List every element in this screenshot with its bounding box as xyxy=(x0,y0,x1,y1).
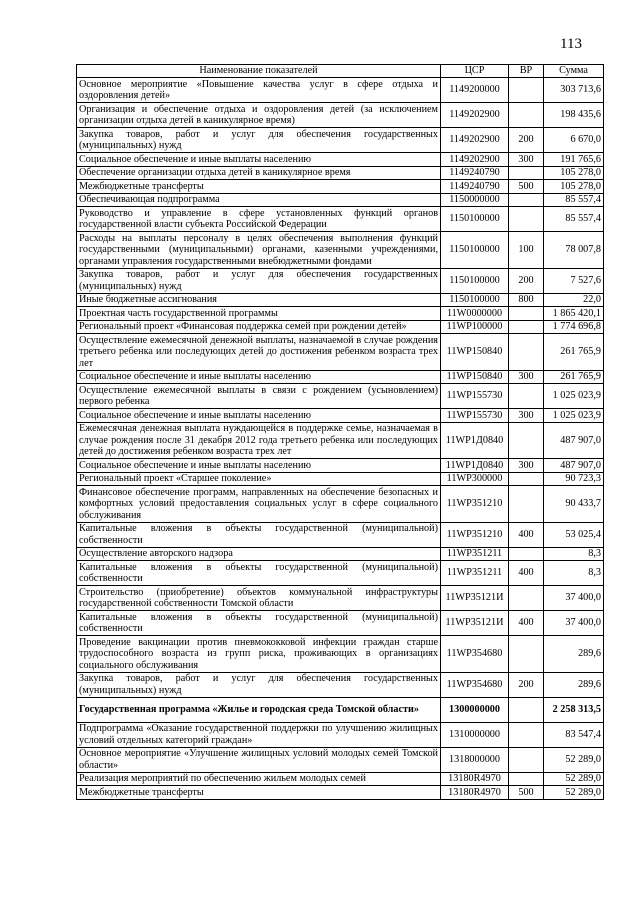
table-row xyxy=(77,103,604,128)
cell-csr: 1310000000 xyxy=(441,722,509,747)
cell-vr xyxy=(509,334,544,371)
cell-name: Закупка товаров, работ и услуг для обеспечения государственных (муниципальных) нужд xyxy=(77,128,441,153)
table-row xyxy=(77,422,604,459)
table-row xyxy=(77,672,604,697)
table-row xyxy=(77,547,604,561)
cell-name: Ежемесячная денежная выплата нуждающейся в поддержке семье, назначаемая в случае рождения после 31 декабря 2012 года третьего ребенка или последующих детей до достижения ребенком возраста трех лет xyxy=(77,422,441,459)
cell-vr xyxy=(509,320,544,334)
cell-sum: 22,0 xyxy=(544,293,604,307)
cell-vr: 200 xyxy=(509,268,544,293)
cell-csr: 11WP354680 xyxy=(441,636,509,673)
cell-name: Обеспечение организации отдыха детей в каникулярное время xyxy=(77,166,441,180)
cell-csr: 11WP155730 xyxy=(441,384,509,409)
cell-name: Основное мероприятие «Улучшение жилищных условий молодых семей Томской области» xyxy=(77,747,441,772)
table-row xyxy=(77,409,604,423)
cell-name: Организация и обеспечение отдыха и оздоровления детей (за исключением организации отдыха детей в каникулярное время) xyxy=(77,103,441,128)
cell-vr: 500 xyxy=(509,180,544,194)
cell-sum: 191 765,6 xyxy=(544,153,604,167)
cell-csr: 1150100000 xyxy=(441,268,509,293)
cell-csr: 1149200000 xyxy=(441,78,509,103)
cell-name: Руководство и управление в сфере установленных функций органов государственной власти субъекта Российской Федерации xyxy=(77,207,441,232)
cell-vr xyxy=(509,772,544,786)
cell-sum: 52 289,0 xyxy=(544,747,604,772)
cell-csr: 1318000000 xyxy=(441,747,509,772)
table-row xyxy=(77,772,604,786)
cell-name: Социальное обеспечение и иные выплаты населению xyxy=(77,370,441,384)
cell-vr xyxy=(509,193,544,207)
cell-vr xyxy=(509,586,544,611)
cell-name: Основное мероприятие «Повышение качества услуг в сфере отдыха и оздоровления детей» xyxy=(77,78,441,103)
table-row xyxy=(77,307,604,321)
cell-vr: 300 xyxy=(509,409,544,423)
cell-csr: 11WP354680 xyxy=(441,672,509,697)
cell-name: Капитальные вложения в объекты государственной (муниципальной) собственности xyxy=(77,522,441,547)
cell-csr: 11WP351211 xyxy=(441,561,509,586)
table-row xyxy=(77,747,604,772)
table-row xyxy=(77,193,604,207)
table-row xyxy=(77,722,604,747)
cell-vr xyxy=(509,486,544,523)
cell-name: Социальное обеспечение и иные выплаты населению xyxy=(77,153,441,167)
cell-sum: 289,6 xyxy=(544,636,604,673)
cell-name: Расходы на выплаты персоналу в целях обеспечения выполнения функций государственными (муниципальными) органами, казенными учреждениями, органами управления государственными внебюджетными фондами xyxy=(77,232,441,269)
cell-name: Региональный проект «Старшее поколение» xyxy=(77,472,441,486)
cell-vr: 800 xyxy=(509,293,544,307)
cell-vr: 400 xyxy=(509,561,544,586)
table-row xyxy=(77,78,604,103)
page-number: 113 xyxy=(560,36,582,52)
cell-vr xyxy=(509,78,544,103)
header-sum: Сумма xyxy=(544,65,604,78)
cell-name: Обеспечивающая подпрограмма xyxy=(77,193,441,207)
cell-sum: 37 400,0 xyxy=(544,586,604,611)
cell-sum: 261 765,9 xyxy=(544,334,604,371)
cell-sum: 1 025 023,9 xyxy=(544,409,604,423)
table-row xyxy=(77,586,604,611)
cell-csr: 11W0000000 xyxy=(441,307,509,321)
cell-vr: 400 xyxy=(509,522,544,547)
cell-vr: 300 xyxy=(509,459,544,473)
table-row xyxy=(77,522,604,547)
cell-name: Осуществление ежемесячной выплаты в связи с рождением (усыновлением) первого ребенка xyxy=(77,384,441,409)
cell-sum: 1 865 420,1 xyxy=(544,307,604,321)
cell-name: Закупка товаров, работ и услуг для обеспечения государственных (муниципальных) нужд xyxy=(77,672,441,697)
cell-name: Осуществление ежемесячной денежной выплаты, назначаемой в случае рождения третьего ребенка или последующих детей до достижения ребенком возраста трех лет xyxy=(77,334,441,371)
cell-sum: 90 433,7 xyxy=(544,486,604,523)
cell-csr: 11WP150840 xyxy=(441,370,509,384)
cell-name: Капитальные вложения в объекты государственной (муниципальной) собственности xyxy=(77,561,441,586)
cell-name: Капитальные вложения в объекты государственной (муниципальной) собственности xyxy=(77,611,441,636)
cell-sum: 1 774 696,8 xyxy=(544,320,604,334)
cell-name: Проектная часть государственной программы xyxy=(77,307,441,321)
cell-vr: 300 xyxy=(509,153,544,167)
cell-vr: 300 xyxy=(509,370,544,384)
cell-csr: 1150100000 xyxy=(441,232,509,269)
cell-vr: 500 xyxy=(509,786,544,800)
cell-sum: 83 547,4 xyxy=(544,722,604,747)
cell-csr: 11WP351211 xyxy=(441,547,509,561)
cell-vr xyxy=(509,207,544,232)
cell-name: Закупка товаров, работ и услуг для обеспечения государственных (муниципальных) нужд xyxy=(77,268,441,293)
table-row xyxy=(77,268,604,293)
cell-sum: 53 025,4 xyxy=(544,522,604,547)
cell-name: Иные бюджетные ассигнования xyxy=(77,293,441,307)
cell-vr xyxy=(509,472,544,486)
table-row xyxy=(77,232,604,269)
cell-sum: 261 765,9 xyxy=(544,370,604,384)
cell-sum: 2 258 313,5 xyxy=(544,697,604,722)
cell-csr: 13180R4970 xyxy=(441,786,509,800)
cell-vr: 200 xyxy=(509,128,544,153)
table-header-row xyxy=(77,65,604,78)
cell-csr: 1149202900 xyxy=(441,103,509,128)
cell-csr: 1150000000 xyxy=(441,193,509,207)
table-row xyxy=(77,153,604,167)
cell-sum: 85 557,4 xyxy=(544,207,604,232)
cell-csr: 1149202900 xyxy=(441,153,509,167)
table-row xyxy=(77,128,604,153)
table-row xyxy=(77,786,604,800)
cell-vr xyxy=(509,422,544,459)
cell-name: Проведение вакцинации против пневмококковой инфекции граждан старше трудоспособного возраста из групп риска, проживающих в организациях социального обслуживания xyxy=(77,636,441,673)
cell-sum: 85 557,4 xyxy=(544,193,604,207)
table-body xyxy=(77,78,604,800)
cell-sum: 105 278,0 xyxy=(544,180,604,194)
cell-csr: 11WP155730 xyxy=(441,409,509,423)
cell-name: Реализация мероприятий по обеспечению жильем молодых семей xyxy=(77,772,441,786)
cell-sum: 90 723,3 xyxy=(544,472,604,486)
cell-vr: 100 xyxy=(509,232,544,269)
table-row xyxy=(77,459,604,473)
cell-vr xyxy=(509,103,544,128)
cell-sum: 37 400,0 xyxy=(544,611,604,636)
cell-sum: 52 289,0 xyxy=(544,772,604,786)
cell-vr xyxy=(509,747,544,772)
cell-sum: 78 007,8 xyxy=(544,232,604,269)
cell-sum: 198 435,6 xyxy=(544,103,604,128)
cell-vr xyxy=(509,636,544,673)
cell-sum: 289,6 xyxy=(544,672,604,697)
table-row xyxy=(77,561,604,586)
table-row xyxy=(77,180,604,194)
cell-name: Финансовое обеспечение программ, направленных на обеспечение безопасных и комфортных условий предоставления социальных услуг в сфере социального обслуживания xyxy=(77,486,441,523)
cell-vr xyxy=(509,307,544,321)
cell-csr: 1149202900 xyxy=(441,128,509,153)
cell-csr: 1150100000 xyxy=(441,293,509,307)
cell-csr: 1150100000 xyxy=(441,207,509,232)
cell-name: Социальное обеспечение и иные выплаты населению xyxy=(77,459,441,473)
table-row xyxy=(77,611,604,636)
cell-sum: 105 278,0 xyxy=(544,166,604,180)
cell-vr xyxy=(509,384,544,409)
cell-csr: 11WP351210 xyxy=(441,486,509,523)
cell-csr: 11WP351210 xyxy=(441,522,509,547)
cell-csr: 13180R4970 xyxy=(441,772,509,786)
header-vr: ВР xyxy=(509,65,544,78)
cell-name: Строительство (приобретение) объектов коммунальной инфраструктуры государственной собственности Томской области xyxy=(77,586,441,611)
cell-vr xyxy=(509,166,544,180)
cell-name: Межбюджетные трансферты xyxy=(77,180,441,194)
cell-csr: 11WP35121И xyxy=(441,611,509,636)
header-csr: ЦСР xyxy=(441,65,509,78)
table-row xyxy=(77,486,604,523)
cell-name: Подпрограмма «Оказание государственной поддержки по улучшению жилищных условий отдельных категорий граждан» xyxy=(77,722,441,747)
cell-csr: 1149240790 xyxy=(441,180,509,194)
cell-name: Осуществление авторского надзора xyxy=(77,547,441,561)
cell-csr: 1149240790 xyxy=(441,166,509,180)
cell-csr: 11WP100000 xyxy=(441,320,509,334)
cell-vr: 200 xyxy=(509,672,544,697)
cell-vr xyxy=(509,697,544,722)
table-row xyxy=(77,370,604,384)
table-row xyxy=(77,636,604,673)
header-name: Наименование показателей xyxy=(77,65,441,78)
cell-name: Государственная программа «Жилье и городская среда Томской области» xyxy=(77,697,441,722)
cell-sum: 303 713,6 xyxy=(544,78,604,103)
cell-sum: 8,3 xyxy=(544,547,604,561)
cell-vr: 400 xyxy=(509,611,544,636)
cell-sum: 6 670,0 xyxy=(544,128,604,153)
cell-csr: 11WP1Д0840 xyxy=(441,459,509,473)
table-row xyxy=(77,320,604,334)
table-row xyxy=(77,293,604,307)
budget-table xyxy=(76,64,604,800)
cell-sum: 52 289,0 xyxy=(544,786,604,800)
cell-sum: 487 907,0 xyxy=(544,422,604,459)
cell-csr: 1300000000 xyxy=(441,697,509,722)
table-row xyxy=(77,166,604,180)
cell-sum: 1 025 023,9 xyxy=(544,384,604,409)
cell-sum: 487 907,0 xyxy=(544,459,604,473)
cell-vr xyxy=(509,722,544,747)
cell-csr: 11WP300000 xyxy=(441,472,509,486)
cell-sum: 8,3 xyxy=(544,561,604,586)
table-row xyxy=(77,334,604,371)
cell-sum: 7 527,6 xyxy=(544,268,604,293)
cell-name: Региональный проект «Финансовая поддержка семей при рождении детей» xyxy=(77,320,441,334)
cell-csr: 11WP1Д0840 xyxy=(441,422,509,459)
cell-name: Межбюджетные трансферты xyxy=(77,786,441,800)
table-row xyxy=(77,207,604,232)
cell-vr xyxy=(509,547,544,561)
cell-name: Социальное обеспечение и иные выплаты населению xyxy=(77,409,441,423)
table-row xyxy=(77,472,604,486)
cell-csr: 11WP35121И xyxy=(441,586,509,611)
cell-csr: 11WP150840 xyxy=(441,334,509,371)
table-row xyxy=(77,697,604,722)
table-row xyxy=(77,384,604,409)
